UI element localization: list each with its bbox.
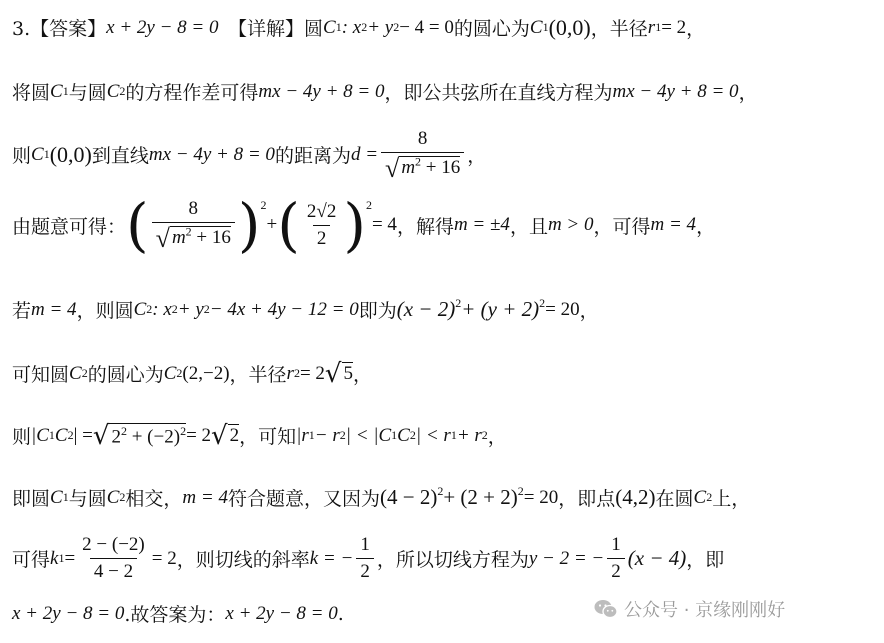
solution-line-5: 若 m = 4 ，则圆 C 2 : x 2 + y 2 − 4x + 4y − 12 = 0 即为 (x − 2) $^2$ + (y + 2) $^2$ = 20 ， — [12, 296, 599, 322]
tangent-equation-fraction: $\frac{1}{2}$ — [607, 534, 625, 583]
detail-label: 【详解】圆 — [218, 18, 323, 40]
c1-equation: : x — [341, 16, 362, 38]
distance-fraction: $\frac{8}{√ m^2 + 16}$ — [381, 128, 464, 182]
solution-line-10: x + 2y − 8 = 0 .故答案为： x + 2y − 8 = 0 . — [12, 602, 344, 626]
r1-value: = 2 — [661, 16, 687, 38]
half-chord-fraction: $\frac{2√2}{2}$ — [306, 200, 337, 249]
c2-center: (2,−2) — [182, 362, 230, 384]
solution-line-3: 则 C 1 (0,0) 到直线 mx − 4y + 8 = 0 的距离为 d = $\frac{8}{√ m^2 + 16}$ ， — [12, 128, 487, 183]
distance-fraction-squared: $\frac{8}{√ m^2 + 16}$ — [152, 198, 235, 252]
sqrt-sign: √ — [385, 153, 400, 183]
solution-line-2: 将圆 C 1 与圆 C 2 的方程作差可得 mx − 4y + 8 = 0 ，即公共弦所在直线方程为 mx − 4y + 8 = 0 ， — [12, 80, 758, 104]
circle-c1-symbol: C — [323, 16, 336, 38]
wechat-icon — [594, 599, 618, 619]
answer-equation: x + 2y − 8 = 0 — [106, 16, 219, 38]
wechat-watermark — [594, 596, 785, 622]
solution-line-6: 可知圆 C 2 的圆心为 C 2 (2,−2) ，半径 r 2 = 2 √ 5 ， — [12, 358, 373, 389]
solution-line-4: 由题意可得： ( $\frac{8}{√ m^2 + 16}$ ) $^2$ + ( $\frac{2√2}{2}$ ) $^2$ = 4 ，解得 m = ±4 ，且 m > 0 ，可得 m = 4 ， — [12, 191, 716, 259]
solution-line-8: 即圆 C 1 与圆 C 2 相交， m = 4 符合题意，又因为 (4 − 2) $^2$ + (2 + 2) $^2$ = 20 ，即点 (4,2) 在圆 C 2 上， — [12, 484, 751, 510]
tangent-point: (4,2) — [615, 485, 656, 509]
watermark-text: 公众号 · 京缘刚刚好 — [624, 600, 786, 621]
solution-line-9: 可得 k 1 = $\frac{2 - (-2)}{4 - 2}$ = 2 ，则切线的斜率 k = − $\frac{1}{2}$ ，所以切线方程为 y − 2 = − $\frac{1}{2}$ (x − 4) ，即 — [12, 534, 725, 582]
chord-line-equation: mx − 4y + 8 = 0 — [258, 80, 385, 102]
answer-label: 3.【答案】 — [12, 18, 107, 40]
slope-fraction: $\frac{2 - (-2)}{4 - 2}$ — [82, 534, 145, 582]
solution-line-7: 则 |C 1 C 2 | = √ $2^2 + (-2)^2$ = 2 √ 2 ，可知 |r 1 − r 2 | < |C 1 C 2 | < r 1 + r 2 ， — [12, 420, 507, 451]
solution-line-1: 3.【答案】 x + 2y − 8 = 0 【详解】圆 C 1 : x 2 + y 2 − 4 = 0 的圆心为 C 1 (0,0) ，半径 r 1 = 2 ， — [12, 14, 706, 40]
c1-center: (0,0) — [548, 14, 591, 40]
tangent-slope-fraction: $\frac{1}{2}$ — [356, 534, 374, 583]
